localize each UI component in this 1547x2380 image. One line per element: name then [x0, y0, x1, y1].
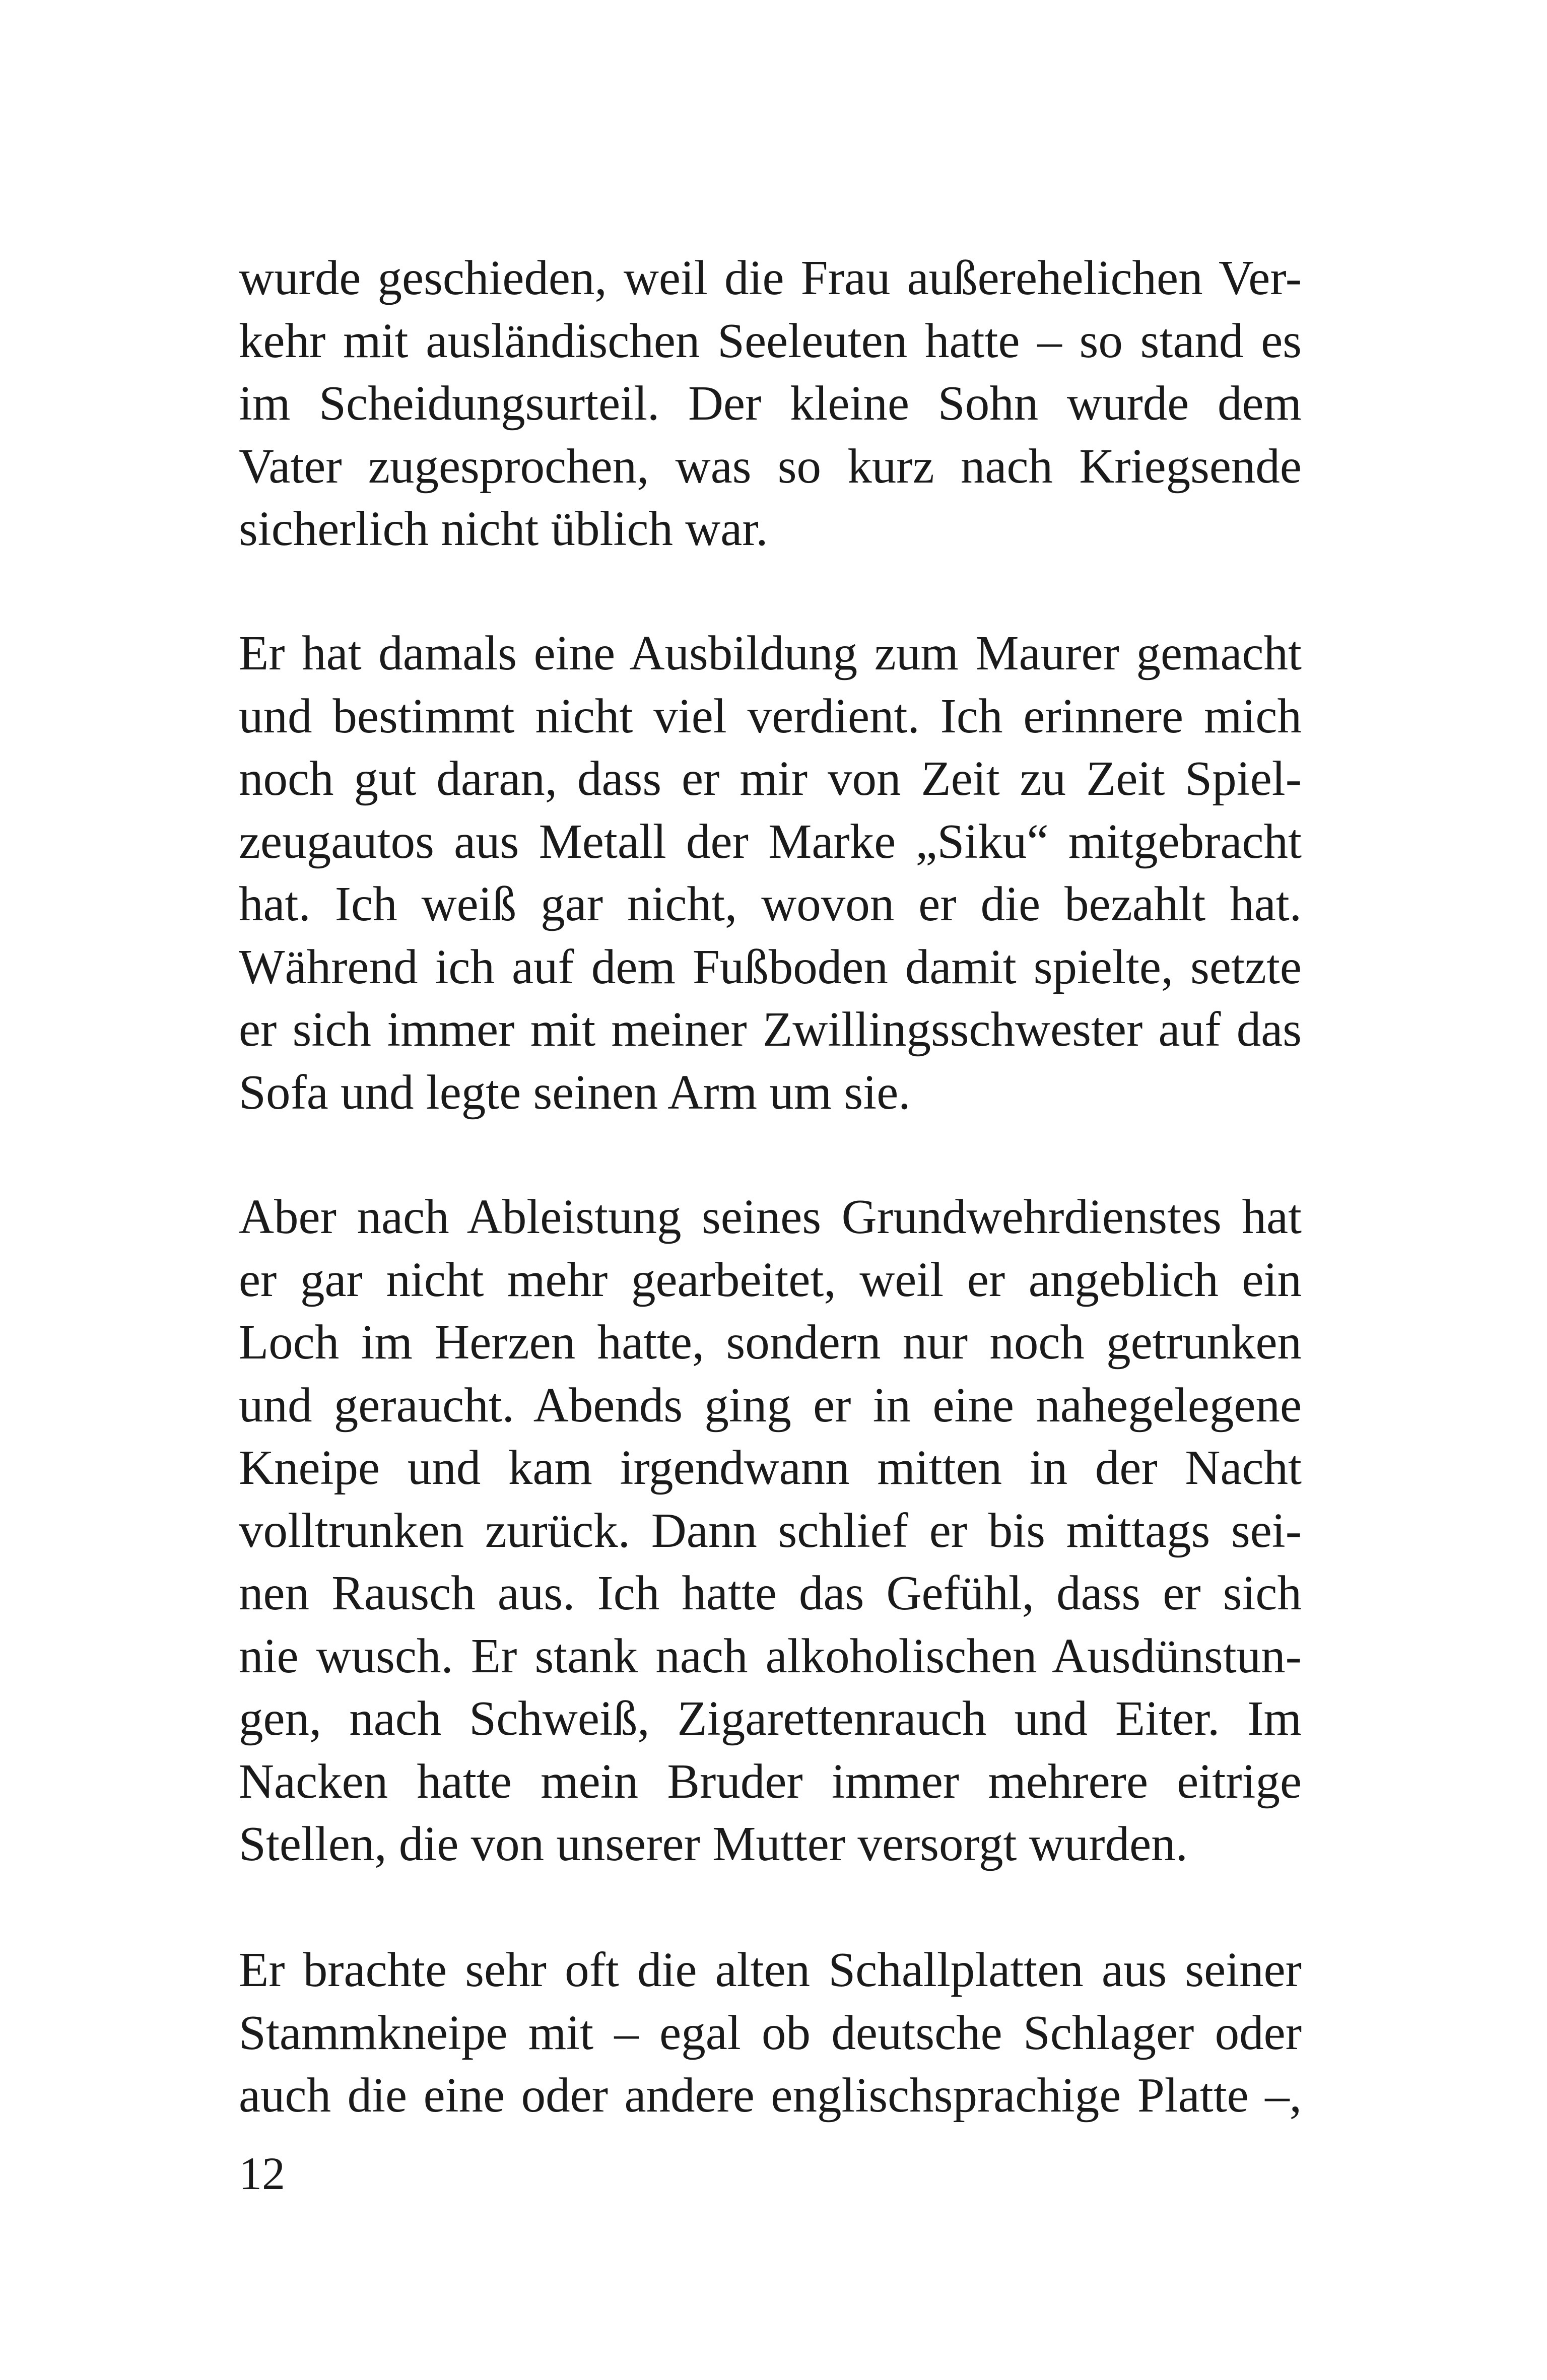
- paragraph-2: [239, 622, 1302, 1124]
- text-line: Stammkneipe mit – egal ob deutsche Schlager oder: [239, 2005, 1302, 2060]
- text-line: Vater zugesprochen, was so kurz nach Kriegsende: [239, 439, 1302, 493]
- text-line: er sich immer mit meiner Zwillingsschwester auf das: [239, 1002, 1302, 1056]
- text-line: im Scheidungsurteil. Der kleine Sohn wurde dem: [239, 376, 1302, 430]
- text-line: nen Rausch aus. Ich hatte das Gefühl, dass er sich: [239, 1566, 1302, 1620]
- text-line: gen, nach Schweiß, Zigarettenrauch und Eiter. Im: [239, 1691, 1302, 1745]
- text-line: volltrunken zurück. Dann schlief er bis mittags sei-: [239, 1503, 1302, 1557]
- text-line: sicherlich nicht üblich war.: [239, 502, 768, 556]
- paragraph-1: [239, 247, 1302, 561]
- text-line: und geraucht. Abends ging er in eine nahegelegene: [239, 1378, 1302, 1432]
- text-line: hat. Ich weiß gar nicht, wovon er die bezahlt hat.: [239, 877, 1302, 931]
- text-line: Loch im Herzen hatte, sondern nur noch getrunken: [239, 1315, 1302, 1369]
- text-line: auch die eine oder andere englischsprachige Platte –,: [239, 2068, 1302, 2122]
- text-line: Sofa und legte seinen Arm um sie.: [239, 1065, 911, 1119]
- text-line: Nacken hatte mein Bruder immer mehrere eitrige: [239, 1754, 1302, 1808]
- text-line: Aber nach Ableistung seines Grundwehrdienstes hat: [239, 1190, 1302, 1244]
- text-line: Kneipe und kam irgendwann mitten in der Nacht: [239, 1441, 1302, 1494]
- text-line: noch gut daran, dass er mir von Zeit zu Zeit Spiel-: [239, 752, 1302, 805]
- text-line: wurde geschieden, weil die Frau außerehelichen Ver-: [239, 251, 1302, 305]
- text-line: Er hat damals eine Ausbildung zum Maurer gemacht: [239, 626, 1302, 680]
- text-line: nie wusch. Er stank nach alkoholischen Ausdünstun-: [239, 1628, 1302, 1683]
- text-line: Stellen, die von unserer Mutter versorgt wurden.: [239, 1817, 1188, 1871]
- text-line: und bestimmt nicht viel verdient. Ich erinnere mich: [239, 689, 1302, 743]
- text-line: kehr mit ausländischen Seeleuten hatte – so stand es: [239, 313, 1302, 368]
- text-line: er gar nicht mehr gearbeitet, weil er angeblich ein: [239, 1252, 1302, 1307]
- text-line: zeugautos aus Metall der Marke „Siku“ mitgebracht: [239, 814, 1302, 868]
- page-number: 12: [239, 2148, 285, 2199]
- paragraph-4: [239, 1939, 1302, 2127]
- text-line: Während ich auf dem Fußboden damit spielte, setzte: [239, 939, 1302, 994]
- paragraph-3: [239, 1186, 1302, 1876]
- text-line: Er brachte sehr oft die alten Schallplatten aus seiner: [239, 1943, 1302, 1997]
